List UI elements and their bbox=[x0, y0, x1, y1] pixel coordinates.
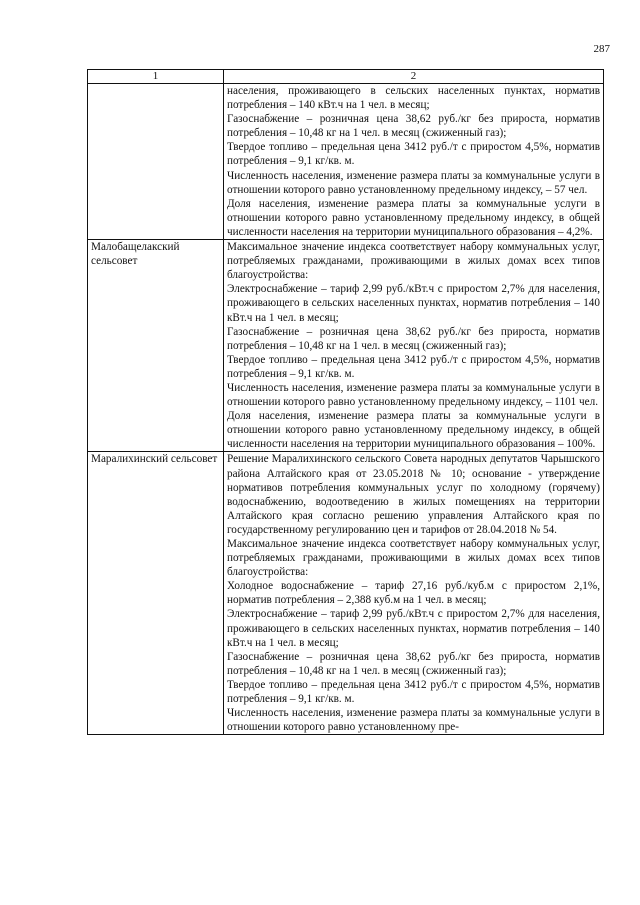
description-cell bbox=[224, 452, 604, 735]
table-header-row bbox=[88, 70, 604, 84]
description-paragraph: Доля населения, изменение размера платы за коммунальные услуги в отношении которого равно установленному предельному индексу, в общей численности населения на территории муниципального образования – 100%. bbox=[227, 410, 600, 451]
municipality-name-cell bbox=[88, 84, 224, 240]
table-body bbox=[88, 84, 604, 735]
description-cell bbox=[224, 84, 604, 240]
municipality-name-cell: Малобащелакский сельсовет bbox=[88, 240, 224, 452]
description-paragraph: Электроснабжение – тариф 2,99 руб./кВт.ч с приростом 2,7% для населения, проживающего в сельских населенных пунктах, норматив потребления – 140 кВт.ч на 1 чел. в месяц; bbox=[227, 283, 600, 324]
description-paragraph: Максимальное значение индекса соответствует набору коммунальных услуг, потребляемых гражданами, проживающими в жилых домах всех типов благоустройства: bbox=[227, 241, 600, 282]
description-paragraph: Электроснабжение – тариф 2,99 руб./кВт.ч с приростом 2,7% для населения, проживающего в сельских населенных пунктах, норматив потребления – 140 кВт.ч на 1 чел. в месяц; bbox=[227, 608, 600, 649]
table-row bbox=[88, 452, 604, 735]
description-paragraph: Газоснабжение – розничная цена 38,62 руб./кг без прироста, норматив потребления – 10,48 кг на 1 чел. в месяц (сжиженный газ); bbox=[227, 113, 600, 140]
description-paragraph: Численность населения, изменение размера платы за коммунальные услуги в отношении которого равно установленному предельному индексу, – 57 чел. bbox=[227, 169, 600, 196]
description-paragraph: Холодное водоснабжение – тариф 27,16 руб./куб.м с приростом 2,1%, норматив потребления – 2,388 куб.м на 1 чел. в месяц; bbox=[227, 580, 600, 607]
description-paragraph: Численность населения, изменение размера платы за коммунальные услуги в отношении которого равно установленному предельному индексу, – 1101 чел. bbox=[227, 381, 600, 409]
description-paragraph: Максимальное значение индекса соответствует набору коммунальных услуг, потребляемых гражданами, проживающими в жилых домах всех типов благоустройства: bbox=[227, 538, 600, 579]
table-row bbox=[88, 240, 604, 452]
data-table bbox=[87, 69, 604, 735]
description-paragraph: Твердое топливо – предельная цена 3412 руб./т с приростом 4,5%, норматив потребления – 9,1 кг/кв. м. bbox=[227, 353, 600, 380]
page-number: 287 bbox=[593, 43, 610, 55]
description-paragraph: Твердое топливо – предельная цена 3412 руб./т с приростом 4,5%, норматив потребления – 9,1 кг/кв. м. bbox=[227, 141, 600, 168]
description-paragraph: Доля населения, изменение размера платы за коммунальные услуги в отношении которого равно установленному предельному индексу, в общей численности населения на территории муниципального образования – 4,2%. bbox=[227, 197, 600, 238]
description-cell bbox=[224, 240, 604, 452]
municipality-name-cell: Маралихинский сельсовет bbox=[88, 452, 224, 735]
description-paragraph: Твердое топливо – предельная цена 3412 руб./т с приростом 4,5%, норматив потребления – 9,1 кг/кв. м. bbox=[227, 678, 600, 706]
description-paragraph: Газоснабжение – розничная цена 38,62 руб./кг без прироста, норматив потребления – 10,48 кг на 1 чел. в месяц (сжиженный газ); bbox=[227, 650, 600, 677]
description-paragraph: Газоснабжение – розничная цена 38,62 руб./кг без прироста, норматив потребления – 10,48 кг на 1 чел. в месяц (сжиженный газ); bbox=[227, 325, 600, 352]
column-header-2: 2 bbox=[224, 70, 604, 84]
description-paragraph: населения, проживающего в сельских населенных пунктах, норматив потребления – 140 кВт.ч на 1 чел. в месяц; bbox=[227, 85, 600, 112]
description-paragraph: Решение Маралихинского сельского Совета народных депутатов Чарышского района Алтайского края от 23.05.2018 № 10; основание - утверждение нормативов потребления коммунальных услуг по холодному (горячему) водоснабжению, водоотведению в жилых помещениях на территории Алтайского края согласно решению управления Алтайского края по государственному регулированию цен и тарифов от 28.04.2018 № 54. bbox=[227, 453, 600, 536]
description-paragraph: Численность населения, изменение размера платы за коммунальные услуги в отношении которого равно установленному пре- bbox=[227, 707, 600, 734]
column-header-1: 1 bbox=[88, 70, 224, 84]
table-row bbox=[88, 84, 604, 240]
